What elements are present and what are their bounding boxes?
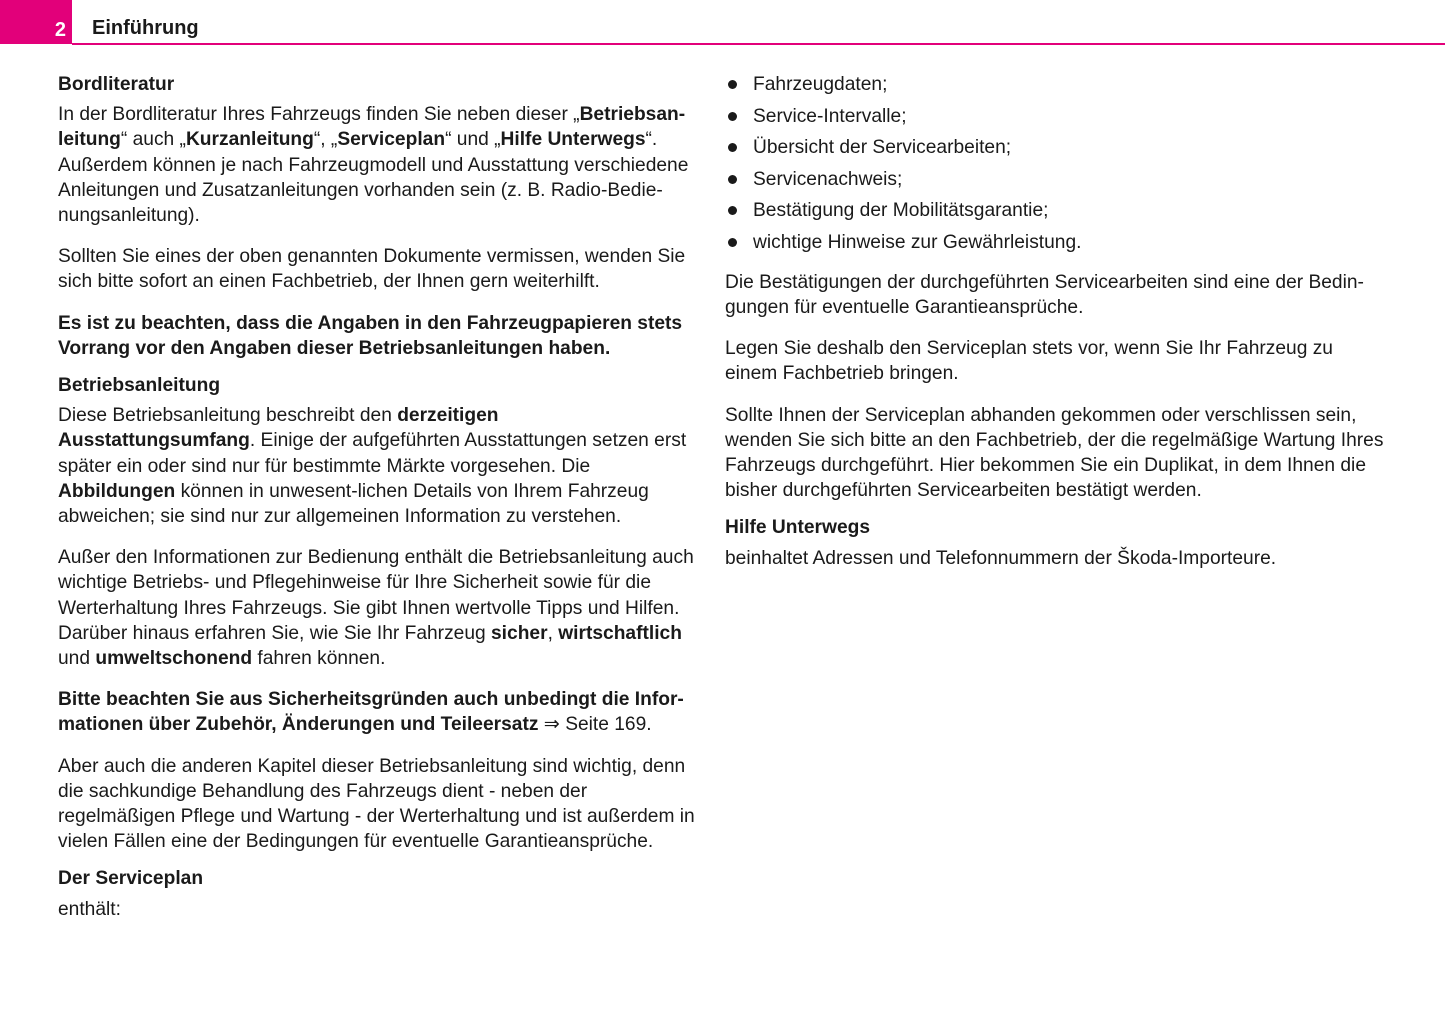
page-reference-link[interactable]: ⇒ Seite 169.: [538, 714, 652, 736]
page-number: 2: [0, 0, 72, 44]
heading-hilfe-unterwegs: Hilfe Unterwegs: [725, 517, 871, 539]
paragraph-safety-note: Bitte beachten Sie aus Sicherheitsgründen auch unbedingt die Infor-mationen über Zubehör, Änderungen und Teileersatz ⇒ Seite 169.: [58, 689, 684, 736]
paragraph-other-chapters: Aber auch die anderen Kapitel dieser Betriebsanleitung sind wichtig, denn die sachkundige Behandlung des Fahrzeugs dient - neben der regelmäßigen Pflege und Wartung - der Werterhaltung und ist außerdem in vielen Fällen eine der Bedingungen für eventuelle Garantieansprüche.: [58, 755, 695, 853]
paragraph-serviceplan-intro: enthält:: [58, 898, 121, 920]
paragraph-confirmations: Die Bestätigungen der durchgeführten Servicearbeiten sind eine der Bedin-gungen für eventuelle Garantieansprüche.: [725, 271, 1364, 318]
list-item: Service-Intervalle;: [725, 104, 1385, 129]
chapter-title: Einführung: [92, 17, 199, 39]
bullet-icon: [728, 206, 737, 215]
paragraph-bordliteratur: In der Bordliteratur Ihres Fahrzeugs finden Sie neben dieser „Betriebsan-leitung“ auch „Kurzanleitung“, „Serviceplan“ und „Hilfe Unterwegs“. Außerdem können je nach Fahrzeugmodell und Ausstattung verschiedene Anleitungen und Zusatzanleitungen vorhanden sein (z. B. Radio-Bedie-nungsanleitung).: [58, 104, 689, 227]
list-item: wichtige Hinweise zur Gewährleistung.: [725, 230, 1385, 255]
paragraph-operation-info: Außer den Informationen zur Bedienung enthält die Betriebsanleitung auch wichtige Betriebs- und Pflegehinweise für Ihre Sicherheit sowie für die Werterhaltung Ihres Fahrzeugs. Sie gibt Ihnen wertvolle Tipps und Hilfen. Darüber hinaus erfahren Sie, wie Sie Ihr Fahrzeug sicher, wirtschaftlich und umweltschonend fahren können.: [58, 547, 694, 670]
bullet-icon: [728, 238, 737, 247]
list-item: Servicenachweis;: [725, 167, 1385, 192]
serviceplan-contents-list: [725, 72, 1385, 255]
paragraph-lost-serviceplan: Sollte Ihnen der Serviceplan abhanden gekommen oder verschlissen sein, wenden Sie sich bitte an den Fachbetrieb, der die regelmäßige Wartung Ihres Fahrzeugs durchgeführt. Hier bekommen Sie ein Duplikat, in dem Ihnen die bisher durchgeführten Servicearbeiten bestätigt werden.: [725, 404, 1384, 502]
header-rule: [72, 43, 1445, 45]
paragraph-hilfe-unterwegs: beinhaltet Adressen und Telefonnummern der Škoda-Importeure.: [725, 547, 1277, 569]
right-column: [725, 72, 1385, 587]
bullet-icon: [728, 143, 737, 152]
heading-betriebsanleitung: Betriebsanleitung: [58, 375, 221, 397]
list-item: Übersicht der Servicearbeiten;: [725, 135, 1385, 160]
list-item: Bestätigung der Mobilitätsgarantie;: [725, 198, 1385, 223]
left-column: [58, 72, 698, 938]
bullet-icon: [728, 175, 737, 184]
paragraph-betriebsanleitung: Diese Betriebsanleitung beschreibt den derzeitigen Ausstattungsumfang. Einige der aufgeführten Ausstattungen setzen erst später ein oder sind nur für bestimmte Märkte vorgesehen. Die Abbildungen können in unwesent-lichen Details von Ihrem Fahrzeug abweichen; sie sind nur zur allgemeinen Information zu verstehen.: [58, 405, 687, 528]
bullet-icon: [728, 80, 737, 89]
heading-serviceplan: Der Serviceplan: [58, 868, 204, 890]
paragraph-missing-docs: Sollten Sie eines der oben genannten Dokumente vermissen, wenden Sie sich bitte sofort an einen Fachbetrieb, der Ihnen gern weiterhilft.: [58, 246, 686, 293]
list-item: Fahrzeugdaten;: [725, 72, 1385, 97]
page-header: [0, 0, 1445, 46]
paragraph-present-serviceplan: Legen Sie deshalb den Serviceplan stets vor, wenn Sie Ihr Fahrzeug zu einem Fachbetrieb bringen.: [725, 338, 1333, 385]
heading-bordliteratur: Bordliteratur: [58, 74, 175, 95]
bullet-icon: [728, 112, 737, 121]
paragraph-priority-note: Es ist zu beachten, dass die Angaben in den Fahrzeugpapieren stets Vorrang vor den Angaben dieser Betriebsanleitungen haben.: [58, 312, 683, 359]
